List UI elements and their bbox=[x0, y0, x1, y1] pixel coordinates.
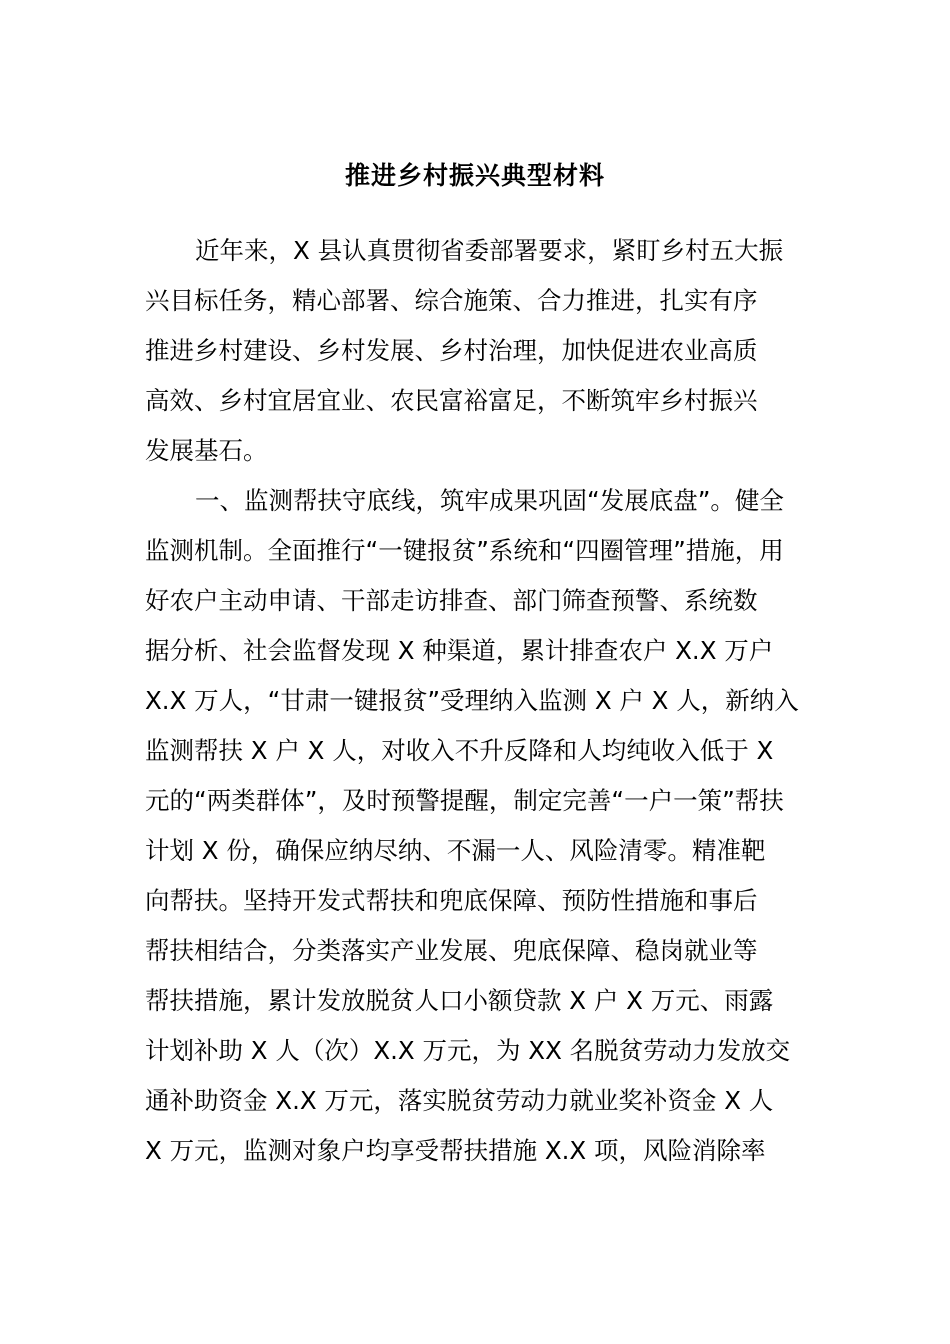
paragraph-line: 计划 X 份，确保应纳尽纳、不漏一人、风险清零。精准靶 bbox=[145, 836, 766, 865]
paragraph-line: 兴目标任务，精心部署、综合施策、合力推进，扎实有序 bbox=[145, 286, 758, 315]
paragraph-line: 计划补助 X 人（次）X.X 万元，为 XX 名脱贫劳动力发放交 bbox=[145, 1036, 791, 1065]
paragraph-line: 向帮扶。坚持开发式帮扶和兜底保障、预防性措施和事后 bbox=[145, 886, 758, 915]
paragraph-line: 帮扶相结合，分类落实产业发展、兜底保障、稳岗就业等 bbox=[145, 936, 758, 965]
paragraph-line: 监测机制。全面推行“一键报贫”系统和“四圈管理”措施，用 bbox=[145, 536, 784, 565]
paragraph-line: 高效、乡村宜居宜业、农民富裕富足，不断筑牢乡村振兴 bbox=[145, 386, 758, 415]
paragraph-line: 近年来，X 县认真贯彻省委部署要求，紧盯乡村五大振 bbox=[195, 236, 784, 265]
paragraph-1 bbox=[145, 226, 815, 476]
paragraph-line: 通补助资金 X.X 万元，落实脱贫劳动力就业奖补资金 X 人 bbox=[145, 1086, 774, 1115]
document-body bbox=[145, 226, 815, 1176]
paragraph-line: 监测帮扶 X 户 X 人，对收入不升反降和人均纯收入低于 X bbox=[145, 736, 774, 765]
paragraph-line: X.X 万人，“甘肃一键报贫”受理纳入监测 X 户 X 人，新纳入 bbox=[145, 686, 799, 715]
paragraph-line: 据分析、社会监督发现 X 种渠道，累计排查农户 X.X 万户 bbox=[145, 636, 774, 665]
paragraph-line: 好农户主动申请、干部走访排查、部门筛查预警、系统数 bbox=[145, 586, 758, 615]
paragraph-2 bbox=[145, 476, 815, 1176]
paragraph-line: 发展基石。 bbox=[145, 436, 268, 465]
paragraph-line: X 万元，监测对象户均享受帮扶措施 X.X 项，风险消除率 bbox=[145, 1136, 766, 1165]
paragraph-line: 推进乡村建设、乡村发展、乡村治理，加快促进农业高质 bbox=[145, 336, 758, 365]
paragraph-line: 帮扶措施，累计发放脱贫人口小额贷款 X 户 X 万元、雨露 bbox=[145, 986, 774, 1015]
paragraph-line: 元的“两类群体”，及时预警提醒，制定完善“一户一策”帮扶 bbox=[145, 786, 784, 815]
paragraph-line: 一、监测帮扶守底线，筑牢成果巩固“发展底盘”。健全 bbox=[195, 486, 784, 515]
document-title: 推进乡村振兴典型材料 bbox=[344, 161, 605, 190]
